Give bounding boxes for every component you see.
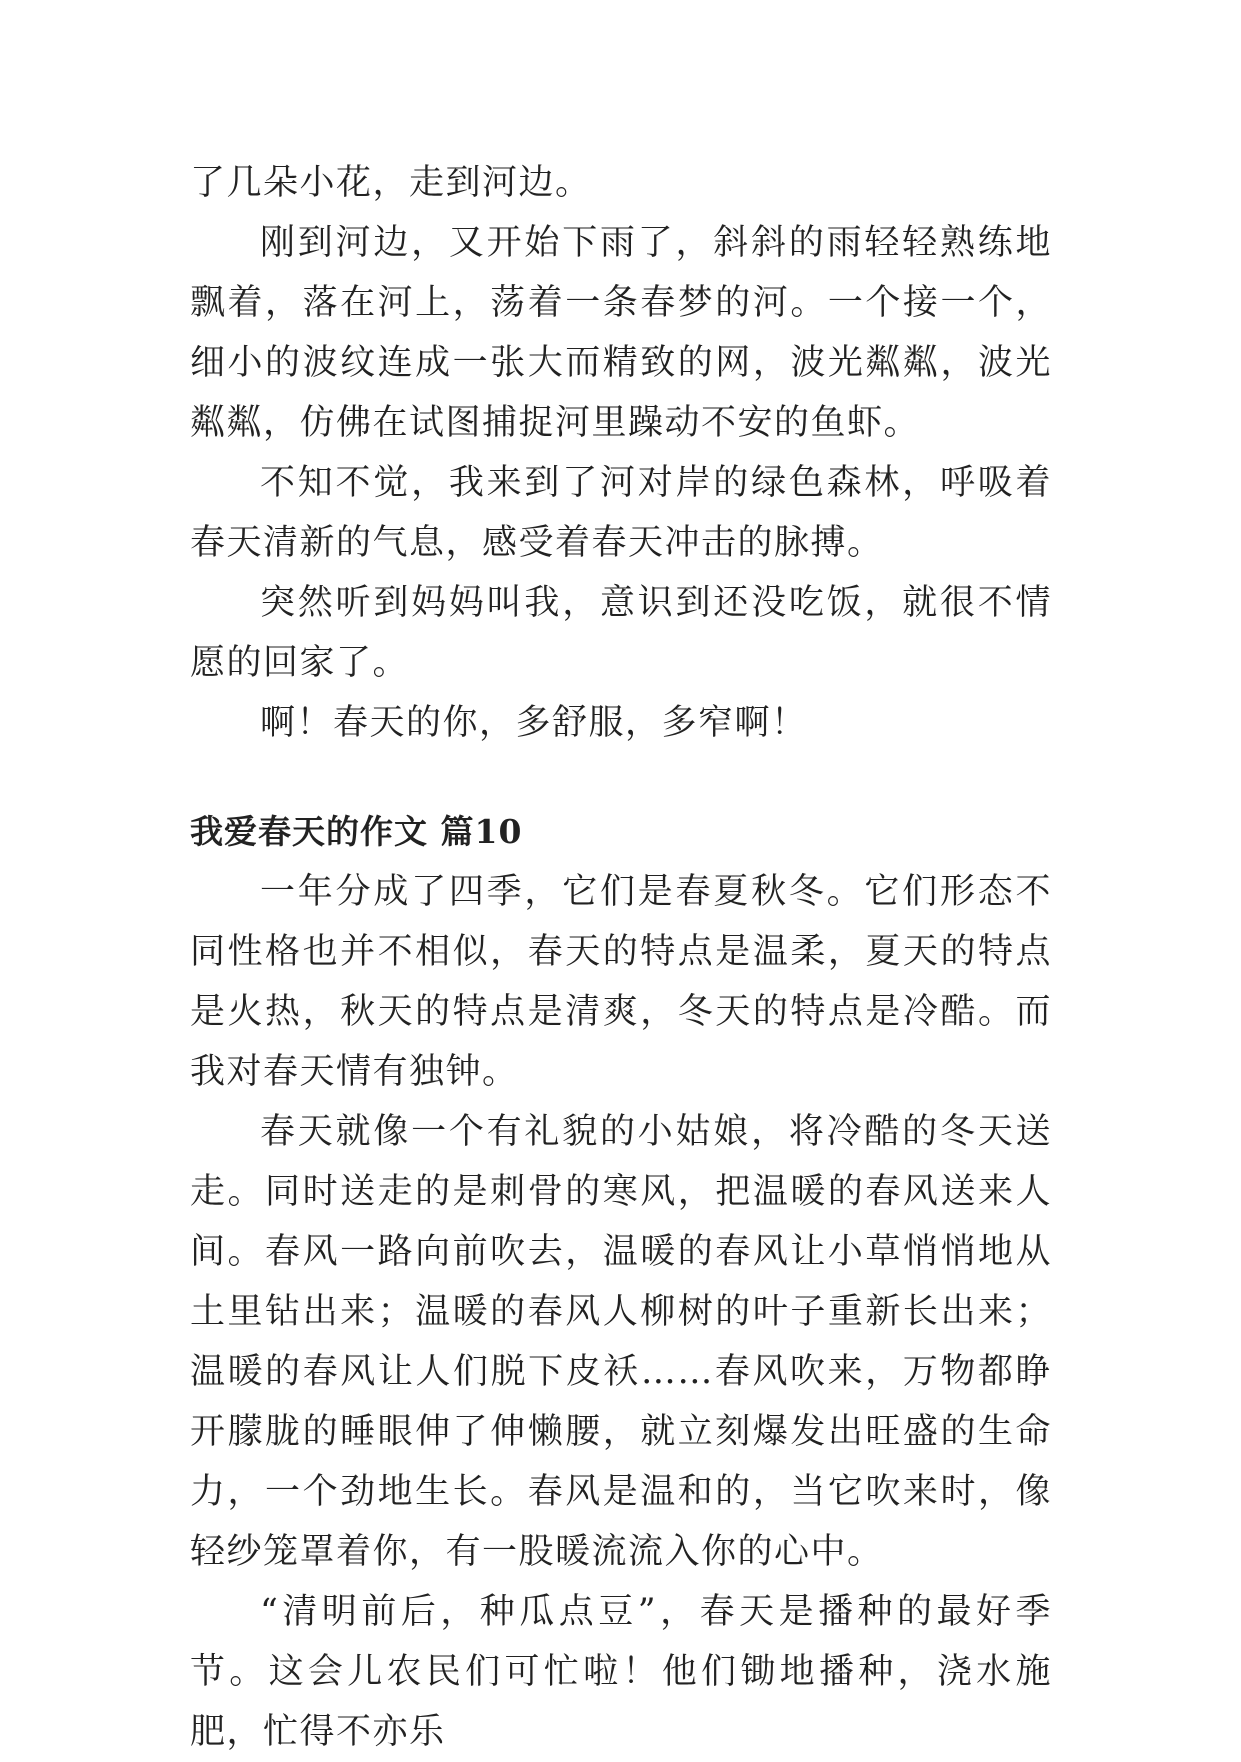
paragraph-exclamation: 啊！春天的你，多舒服，多窄啊！ [260,703,808,743]
section-2-text [190,862,1052,1762]
essay-heading: 我爱春天的作文 篇10 [190,812,523,851]
paragraph-continued: 了几朵小花，走到河边。 [190,163,592,203]
paragraph-four-seasons: 一年分成了四季，它们是春夏秋冬。它们形态不同性格也并不相似，春天的特点是温柔，夏天的特点是火热，秋天的特点是清爽，冬天的特点是冷酷。而我对春天情有独钟。 [190,872,1052,1092]
section-1-text [190,153,1052,753]
paragraph-going-home: 突然听到妈妈叫我，意识到还没吃饭，就很不情愿的回家了。 [190,583,1052,683]
paragraph-sowing: “清明前后，种瓜点豆”，春天是播种的最好季节。这会儿农民们可忙啦！他们锄地播种，浇水施肥，忙得不亦乐 [190,1592,1052,1752]
paragraph-river-rain: 刚到河边，又开始下雨了，斜斜的雨轻轻熟练地飘着，落在河上，荡着一条春梦的河。一个接一个，细小的波纹连成一张大而精致的网，波光粼粼，波光粼粼，仿佛在试图捕捉河里躁动不安的鱼虾。 [190,223,1052,443]
paragraph-forest: 不知不觉，我来到了河对岸的绿色森林，呼吸着春天清新的气息，感受着春天冲击的脉搏。 [190,463,1052,563]
paragraph-spring-breeze: 春天就像一个有礼貌的小姑娘，将冷酷的冬天送走。同时送走的是刺骨的寒风，把温暖的春风送来人间。春风一路向前吹去，温暖的春风让小草悄悄地从土里钻出来；温暖的春风人柳树的叶子重新长出来；温暖的春风让人们脱下皮袄……春风吹来，万物都睁开朦胧的睡眼伸了伸懒腰，就立刻爆发出旺盛的生命力，一个劲地生长。春风是温和的，当它吹来时，像轻纱笼罩着你，有一股暖流流入你的心中。 [190,1112,1052,1572]
